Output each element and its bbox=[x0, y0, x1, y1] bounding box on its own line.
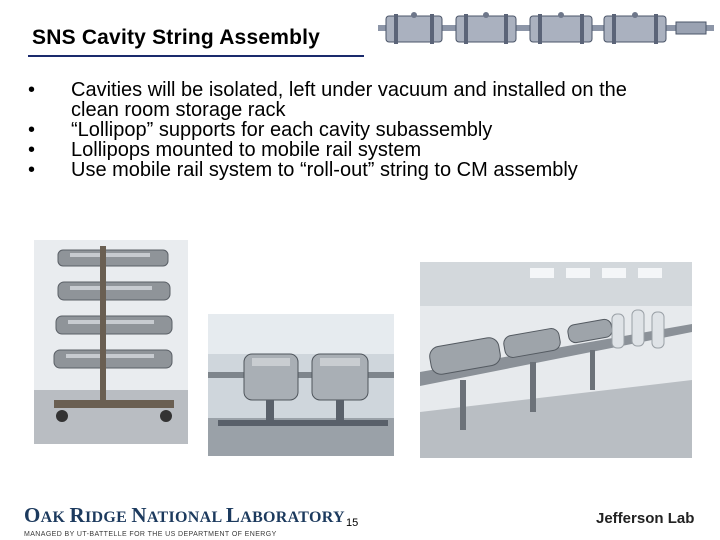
cavity-module-2 bbox=[456, 12, 516, 44]
bullet-dot: • bbox=[28, 159, 36, 181]
bullet-text: Use mobile rail system to “roll-out” string to CM assembly bbox=[71, 159, 578, 181]
bullet-text: “Lollipop” supports for each cavity subassembly bbox=[71, 119, 493, 141]
storage-rack-photo bbox=[34, 240, 188, 444]
slide-title: SNS Cavity String Assembly bbox=[32, 26, 321, 49]
ornl-logo-name: OAK RIDGE NATIONAL LABORATORY bbox=[24, 503, 345, 527]
cavity-module-1 bbox=[386, 12, 442, 44]
bullet-dot: • bbox=[28, 119, 36, 141]
page-number: 15 bbox=[346, 517, 359, 529]
cavity-string-strip-image bbox=[378, 8, 714, 52]
jefferson-lab-logo: Jefferson Lab bbox=[596, 510, 695, 527]
lollipop-supports-photo bbox=[208, 314, 394, 456]
cavity-module-4 bbox=[604, 12, 666, 44]
bullet-dot: • bbox=[28, 139, 36, 161]
bullet-text: Lollipops mounted to mobile rail system bbox=[71, 139, 422, 161]
clean-room-string-photo bbox=[420, 262, 692, 458]
bullet-text: Cavities will be isolated, left under vacuum and installed on the clean room storage rack bbox=[71, 79, 627, 121]
cavity-module-3 bbox=[530, 12, 592, 44]
bullet-item bbox=[22, 80, 642, 120]
bullet-dot: • bbox=[28, 79, 36, 101]
ornl-logo-tagline: MANAGED BY UT-BATTELLE FOR THE US DEPARTMENT OF ENERGY bbox=[24, 531, 277, 538]
bullet-item bbox=[22, 160, 642, 180]
ornl-logo bbox=[24, 503, 345, 538]
bullet-item bbox=[22, 140, 642, 160]
bullet-item bbox=[22, 120, 642, 140]
title-underline bbox=[28, 55, 364, 57]
bullet-list bbox=[22, 80, 642, 180]
